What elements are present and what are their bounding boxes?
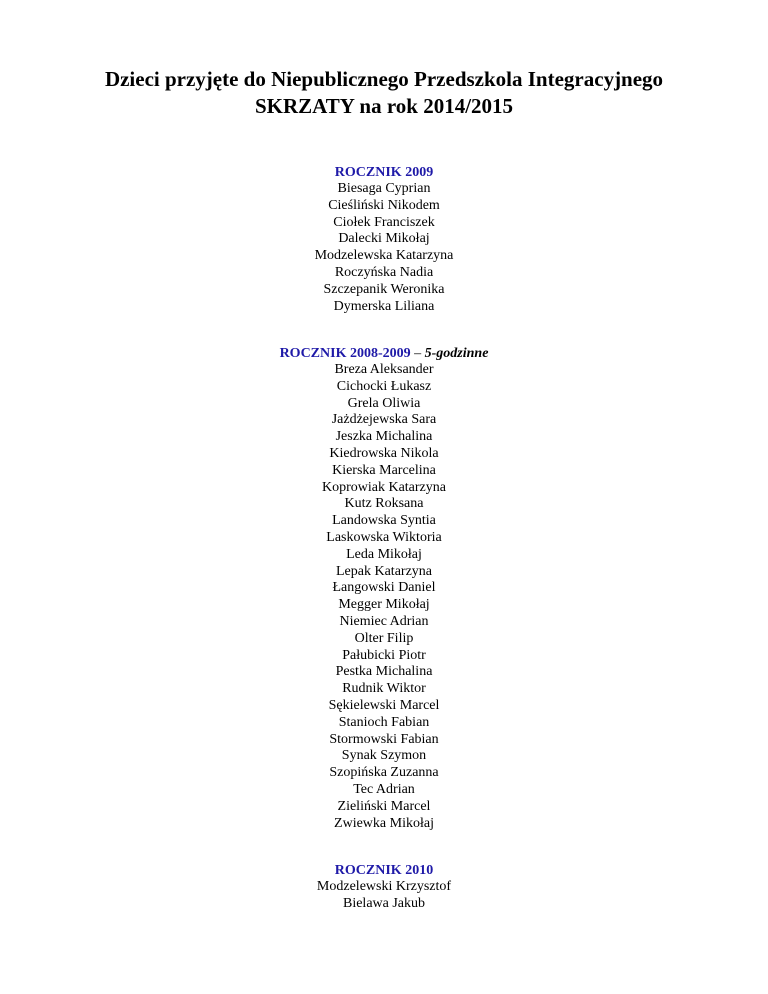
child-name: Pałubicki Piotr — [342, 647, 426, 663]
child-name: Koprowiak Katarzyna — [321, 479, 446, 495]
child-name: Roczyńska Nadia — [334, 264, 434, 280]
section-heading-dash: – — [410, 346, 425, 361]
child-name: Synak Szymon — [341, 748, 427, 764]
child-name: Tec Adrian — [353, 781, 415, 797]
child-name: Rudnik Wiktor — [342, 681, 426, 697]
child-name: Biesaga Cyprian — [337, 181, 431, 196]
child-name: Zwiewka Mikołaj — [334, 815, 434, 831]
child-name: Leda Mikołaj — [346, 546, 422, 562]
child-name: Grela Oliwia — [347, 395, 421, 411]
child-name: Olter Filip — [354, 630, 414, 646]
child-name: Szczepanik Weronika — [323, 281, 445, 297]
child-name: Kutz Roksana — [344, 496, 424, 512]
child-name: Pestka Michalina — [335, 664, 433, 680]
title-line-2: SKRZATY na rok 2014/2015 — [254, 94, 514, 118]
child-name: Breza Aleksander — [334, 362, 434, 377]
child-name: Niemiec Adrian — [339, 613, 429, 629]
child-name: Landowska Syntia — [332, 513, 436, 529]
child-name: Zieliński Marcel — [337, 798, 431, 814]
section-rocznik-2010 — [0, 862, 768, 913]
child-name: Szopińska Zuzanna — [329, 765, 439, 781]
section-heading — [0, 164, 768, 181]
child-name: Lepak Katarzyna — [336, 563, 432, 579]
child-name: Stanioch Fabian — [338, 714, 430, 730]
child-name: Cieśliński Nikodem — [328, 197, 440, 213]
names-list — [0, 879, 768, 913]
child-name: Modzelewski Krzysztof — [316, 879, 452, 894]
section-rocznik-2008-2009 — [0, 345, 768, 832]
child-name: Kiedrowska Nikola — [329, 445, 439, 461]
child-name: Modzelewska Katarzyna — [314, 248, 454, 264]
child-name: Kierska Marcelina — [332, 462, 436, 478]
child-name: Megger Mikołaj — [338, 597, 430, 613]
child-name: Stormowski Fabian — [329, 731, 439, 747]
child-name: Sękielewski Marcel — [328, 697, 440, 713]
section-heading-note: 5-godzinne — [424, 346, 489, 361]
child-name: Bielawa Jakub — [342, 895, 426, 911]
child-name: Łangowski Daniel — [332, 580, 436, 596]
names-list — [0, 181, 768, 315]
section-heading — [0, 862, 768, 879]
section-heading-year: ROCZNIK 2010 — [334, 863, 434, 878]
section-heading — [0, 345, 768, 362]
child-name: Jażdżejewska Sara — [331, 412, 437, 428]
names-list — [0, 362, 768, 832]
child-name: Cichocki Łukasz — [336, 378, 432, 394]
child-name: Dymerska Liliana — [333, 298, 435, 314]
child-name: Laskowska Wiktoria — [326, 529, 442, 545]
page-title — [0, 66, 768, 120]
section-heading-year: ROCZNIK 2009 — [334, 165, 434, 180]
section-rocznik-2009 — [0, 164, 768, 315]
title-line-1: Dzieci przyjęte do Niepublicznego Przedszkola Integracyjnego — [104, 67, 664, 91]
child-name: Jeszka Michalina — [335, 429, 433, 445]
child-name: Ciołek Franciszek — [333, 214, 435, 230]
section-heading-year: ROCZNIK 2008-2009 — [279, 346, 411, 361]
child-name: Dalecki Mikołaj — [338, 231, 430, 247]
